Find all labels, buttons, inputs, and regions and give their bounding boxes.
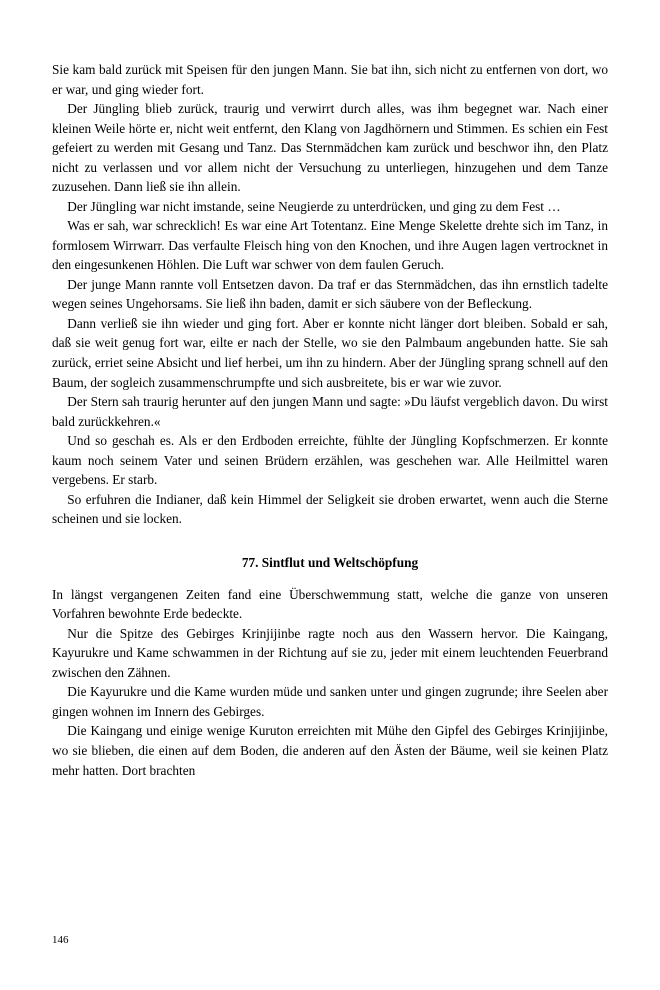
- paragraph: Nur die Spitze des Gebirges Krinjijinbe ragte noch aus den Wassern hervor. Die Kaingang, Kayurukre und Kame schwammen in der Richtung auf sie zu, jeder mit einem leuchtenden Feuerbrand zwischen den Zähnen.: [52, 625, 608, 680]
- body-text-bottom: [52, 585, 608, 780]
- body-text-top: [52, 60, 608, 529]
- paragraph: Der Jüngling blieb zurück, traurig und verwirrt durch alles, was ihm begegnet war. Nach einer kleinen Weile hörte er, nicht weit entfernt, den Klang von Jagdhörnern und Stimmen. Es schien ein Fest gefeiert zu werden mit Gesang und Tanz. Das Sternmädchen kam zurück und beschwor ihn, den Platz nicht zu verlassen und vor allem nicht der Versuchung zu unterliegen, hinzugehen und dem Tanze zuzusehen. Dann ließ sie ihn allein.: [52, 101, 608, 195]
- paragraph: Dann verließ sie ihn wieder und ging fort. Aber er konnte nicht länger dort bleiben. Sobald er sah, daß sie weit genug fort war, eilte er nach der Stelle, wo sie den Palmbaum angebunden hatte. Sie sah zurück, erriet seine Absicht und lief herbei, um ihn zu hindern. Aber der Jüngling sprang schnell auf den Baum, der sogleich zusammenschrumpfte und sich ausbreitete, bis er war wie zuvor.: [52, 315, 608, 390]
- paragraph: In längst vergangenen Zeiten fand eine Überschwemmung statt, welche die ganze von unseren Vorfahren bewohnte Erde bedeckte.: [52, 586, 608, 622]
- paragraph: So erfuhren die Indianer, daß kein Himmel der Seligkeit sie droben erwartet, wenn auch die Sterne scheinen und sie locken.: [52, 491, 608, 527]
- paragraph: Sie kam bald zurück mit Speisen für den jungen Mann. Sie bat ihn, sich nicht zu entfernen von dort, wo er war, und ging wieder fort.: [52, 62, 608, 97]
- paragraph: Der junge Mann rannte voll Entsetzen davon. Da traf er das Sternmädchen, das ihn ernstlich tadelte wegen seines Ungehorsams. Sie ließ ihn baden, damit er sich säubere von der Befleckung.: [52, 276, 608, 312]
- section-heading: 77. Sintflut und Weltschöpfung: [241, 554, 419, 570]
- paragraph: Und so geschah es. Als er den Erdboden erreichte, fühlte der Jüngling Kopfschmerzen. Er konnte kaum noch seinem Vater und seinen Brüdern erzählen, was geschehen war. Alle Heilmittel waren vergebens. Er starb.: [52, 433, 608, 488]
- page-number: 146: [52, 934, 69, 946]
- paragraph: Was er sah, war schrecklich! Es war eine Art Totentanz. Eine Menge Skelette drehte sich im Tanz, in formlosem Wirrwarr. Das verfaulte Fleisch hing von den Knochen, und ihre Augen lagen vertrocknet in den eingesunkenen Höhlen. Die Luft war schwer von dem faulen Geruch.: [52, 218, 608, 273]
- paragraph: Die Kayurukre und die Kame wurden müde und sanken unter und gingen zugrunde; ihre Seelen aber gingen wohnen im Innern des Gebirges.: [52, 684, 608, 719]
- paragraph: Der Jüngling war nicht imstande, seine Neugierde zu unterdrücken, und ging zu dem Fest …: [67, 198, 561, 214]
- paragraph: Der Stern sah traurig herunter auf den jungen Mann und sagte: »Du läufst vergeblich davon. Du wirst bald zurückkehren.«: [52, 394, 608, 429]
- paragraph: Die Kaingang und einige wenige Kuruton erreichten mit Mühe den Gipfel des Gebirges Krinjijinbe, wo sie blieben, die einen auf dem Boden, die anderen auf den Ästen der Bäume, weil sie keinen Platz mehr hatten. Dort brachten: [52, 723, 608, 778]
